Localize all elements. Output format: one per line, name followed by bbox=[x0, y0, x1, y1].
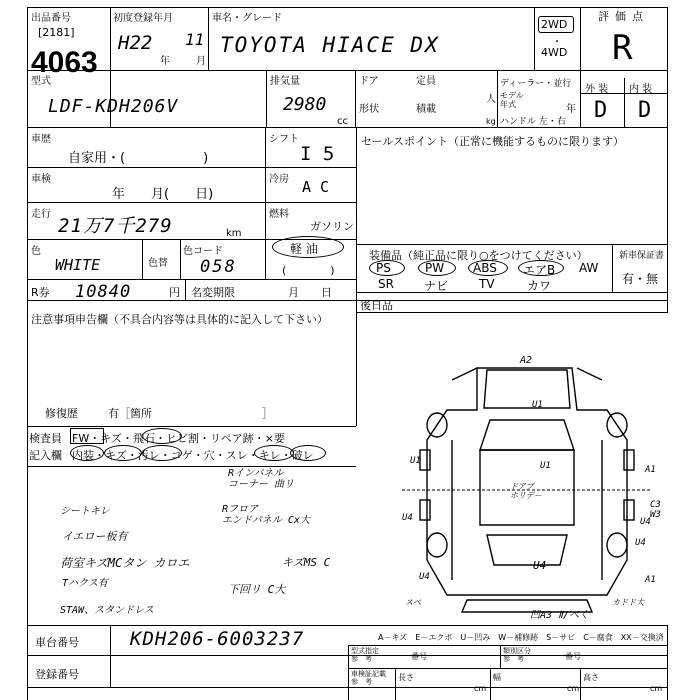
rear-window-outline bbox=[487, 535, 567, 565]
stone-chip-circle bbox=[142, 428, 182, 444]
equipment-label: 装備品（純正品に限り○をつけてください） bbox=[369, 249, 588, 262]
category-number-label: 番号 bbox=[565, 652, 581, 661]
inspection-label: 車検 bbox=[31, 174, 51, 185]
lot-number-label: 出品番号 bbox=[31, 13, 71, 24]
inspector-label: 検査員 bbox=[29, 432, 62, 445]
fw-box bbox=[70, 428, 104, 444]
mark-u1-roof: U1 bbox=[532, 400, 543, 410]
mark-door: ドアブ ホリデー bbox=[510, 482, 542, 500]
height-unit: cm bbox=[650, 684, 663, 693]
r-ticket-value: 10840 bbox=[75, 282, 132, 302]
height-label: 高さ bbox=[583, 673, 599, 682]
wear-circle bbox=[254, 445, 294, 461]
note-seat-tear: シートキレ bbox=[60, 506, 110, 517]
wheel-rear-left bbox=[427, 533, 447, 557]
r-ticket-label: R券 bbox=[31, 286, 50, 299]
fuel-other: ( ) bbox=[282, 264, 335, 277]
length-unit: cm bbox=[474, 684, 487, 693]
color-value: WHITE bbox=[55, 256, 101, 274]
repair-history-label: 修復歴 bbox=[45, 407, 78, 420]
note-staw: STAW、スタンドレス bbox=[60, 605, 154, 616]
mark-u4-right-rear: U4 bbox=[635, 538, 646, 548]
km-unit: km bbox=[226, 228, 242, 239]
equip-aw: AW bbox=[579, 261, 599, 275]
mark-u1-left: U1 bbox=[410, 456, 421, 466]
name-change-label: 名変期限 bbox=[191, 286, 235, 299]
warranty-label: 新車保証書 bbox=[619, 251, 665, 261]
warranty-value: 有・無 bbox=[622, 272, 659, 286]
chassis-label: 車台番号 bbox=[35, 636, 79, 649]
equip-tv: TV bbox=[479, 277, 495, 291]
mirror-left bbox=[420, 450, 430, 470]
width-unit: cm bbox=[567, 684, 580, 693]
mileage-label: 走行 bbox=[31, 209, 51, 220]
inspection-value: 年 月( 日) bbox=[112, 187, 214, 202]
displacement-label: 排気量 bbox=[270, 76, 300, 87]
mirror-left-rear bbox=[420, 500, 430, 520]
grade-label: 評価点 bbox=[598, 10, 649, 23]
mark-u1-cabin: U1 bbox=[540, 461, 551, 471]
mark-u4-right: U4 bbox=[640, 517, 651, 527]
equip-navi: ナビ bbox=[424, 279, 449, 293]
note-yellow-plate: イエロー板有 bbox=[62, 530, 128, 543]
later-docs-label: 後日品 bbox=[360, 299, 393, 312]
mark-u4-left: U4 bbox=[402, 513, 413, 523]
year-unit: 年 bbox=[160, 56, 170, 67]
notes-label: 注意事項申告欄（不具合内容等は具体的に記入して下さい） bbox=[31, 313, 328, 326]
equip-abs: ABS bbox=[473, 261, 497, 275]
mark-c3-w3: C3 W3 bbox=[650, 500, 661, 520]
interior-circle bbox=[70, 445, 104, 461]
cc-unit: cc bbox=[337, 116, 348, 127]
note-rear-panel: Rインパネル コーナー 曲リ bbox=[228, 468, 295, 490]
drive-separator: ・ bbox=[552, 37, 562, 48]
model-label: 型式 bbox=[31, 76, 51, 87]
interior-label: 内 装 bbox=[629, 84, 653, 95]
sales-point-label: セールスポイント（正常に機能するものに限ります） bbox=[361, 135, 625, 148]
equip-airbag: エアB bbox=[523, 263, 556, 277]
mark-corner: カドド大 bbox=[612, 598, 644, 607]
history-label: 車歴 bbox=[31, 134, 51, 145]
model-designation-label: 型式指定 参 考 bbox=[351, 647, 379, 663]
color-label: 色 bbox=[31, 246, 41, 257]
capacity-label: 定員 bbox=[416, 76, 436, 87]
shift-label: シフト bbox=[269, 134, 299, 145]
shape-label: 形状 bbox=[359, 104, 379, 115]
exterior-grade: D bbox=[594, 98, 608, 123]
first-registration-month: 11 bbox=[185, 30, 205, 49]
wheel-rear-right bbox=[607, 533, 627, 557]
equip-sr: SR bbox=[378, 277, 394, 291]
drive-2wd: 2WD bbox=[541, 18, 568, 31]
interior-scratch-circle bbox=[104, 445, 142, 461]
exterior-label: 外 装 bbox=[585, 84, 609, 95]
entry-label: 記入欄 bbox=[29, 449, 62, 462]
aircon-value: A C bbox=[302, 178, 330, 196]
mileage-value: 21万7千279 bbox=[58, 215, 173, 237]
interior-grade: D bbox=[638, 98, 652, 123]
mark-slide: スベ bbox=[405, 598, 421, 607]
month-unit: 月 bbox=[196, 56, 206, 67]
kg-unit: kg bbox=[486, 117, 496, 126]
note-scratch-ms: キズMS C bbox=[282, 556, 331, 569]
windshield-note: 凹A3 Ⅱ/ベく bbox=[530, 610, 590, 621]
fuel-label: 燃料 bbox=[269, 209, 289, 220]
model-designation-number-label: 番号 bbox=[411, 652, 427, 661]
note-cargo-scratch: 荷室キズMCタン カロエ bbox=[60, 556, 190, 570]
yen-unit: 円 bbox=[169, 286, 180, 299]
mirror-right bbox=[624, 450, 634, 470]
mark-a1-right: A1 bbox=[645, 465, 656, 475]
dirt-circle bbox=[142, 445, 182, 461]
inspector-items: FW・キズ・飛石・ヒビ割・リペア跡・×要 bbox=[72, 432, 285, 445]
car-name-grade-label: 車名・グレード bbox=[212, 13, 282, 24]
note-underbody: 下回リ C大 bbox=[228, 583, 286, 596]
note-t-box: Tハクス有 bbox=[62, 578, 108, 589]
tear-circle bbox=[290, 445, 326, 461]
aircon-label: 冷房 bbox=[269, 174, 289, 185]
dealer-label: ディーラー・並行 bbox=[500, 79, 572, 89]
person-unit: 人 bbox=[486, 94, 496, 105]
width-label: 幅 bbox=[493, 673, 501, 682]
note-rear-floor: Rフロア エンドパネル Cx大 bbox=[222, 504, 310, 526]
mark-u4-rear: U4 bbox=[533, 559, 547, 572]
hood-outline bbox=[484, 370, 570, 408]
repair-history-value: 有［箇所 ］ bbox=[108, 407, 273, 420]
grade-value: R bbox=[612, 28, 633, 68]
size-label: 車検証記載 参 考 bbox=[351, 670, 386, 686]
model-year-unit: 年 bbox=[566, 104, 576, 115]
lot-number: 4063 bbox=[31, 46, 98, 79]
equip-leather: カワ bbox=[527, 279, 552, 293]
equip-pw: PW bbox=[425, 261, 445, 275]
fuel-gasoline: ガソリン bbox=[310, 220, 354, 233]
model-code: LDF-KDH206V bbox=[48, 96, 179, 117]
drive-4wd: 4WD bbox=[541, 46, 568, 59]
mark-u4-left-rear: U4 bbox=[419, 572, 430, 582]
load-label: 積載 bbox=[416, 104, 436, 115]
registration-label: 登録番号 bbox=[35, 668, 79, 681]
mark-a2: A2 bbox=[520, 355, 533, 366]
recolor-label: 色替 bbox=[148, 258, 168, 269]
damage-legend: A－キズ E－エクボ U－凹み W－補修跡 S－サビ C－腐食 XX－交換済 bbox=[378, 633, 664, 642]
windshield-outline bbox=[480, 420, 574, 450]
shift-value: I 5 bbox=[300, 143, 335, 165]
history-value: 自家用・( ) bbox=[68, 151, 209, 166]
category-label: 類別区分 参 考 bbox=[503, 647, 531, 663]
color-code-value: 058 bbox=[200, 257, 237, 277]
handle-label: ハンドル 左・右 bbox=[500, 117, 566, 127]
model-year-label: モデル年式 bbox=[500, 91, 524, 109]
first-registration-era: H22 bbox=[118, 32, 153, 54]
mark-a1-rear: A1 bbox=[645, 575, 656, 585]
fuel-diesel: 軽 油 bbox=[290, 242, 318, 256]
door-label: ドア bbox=[359, 76, 379, 87]
mirror-right-rear bbox=[624, 500, 634, 520]
car-name: TOYOTA HIACE DX bbox=[220, 33, 440, 57]
first-registration-label: 初度登録年月 bbox=[113, 13, 173, 24]
equip-ps: PS bbox=[376, 261, 391, 275]
displacement-value: 2980 bbox=[283, 94, 327, 115]
lot-code: [2181] bbox=[38, 26, 75, 39]
length-label: 長さ bbox=[398, 673, 414, 682]
color-code-label: 色コード bbox=[183, 246, 223, 257]
chassis-value: KDH206-6003237 bbox=[130, 628, 305, 650]
name-change-value: 月 日 bbox=[288, 286, 332, 299]
entry-items: 内装・キズ・汚レ・コゲ・穴・スレ・キレ・破レ bbox=[72, 449, 314, 462]
